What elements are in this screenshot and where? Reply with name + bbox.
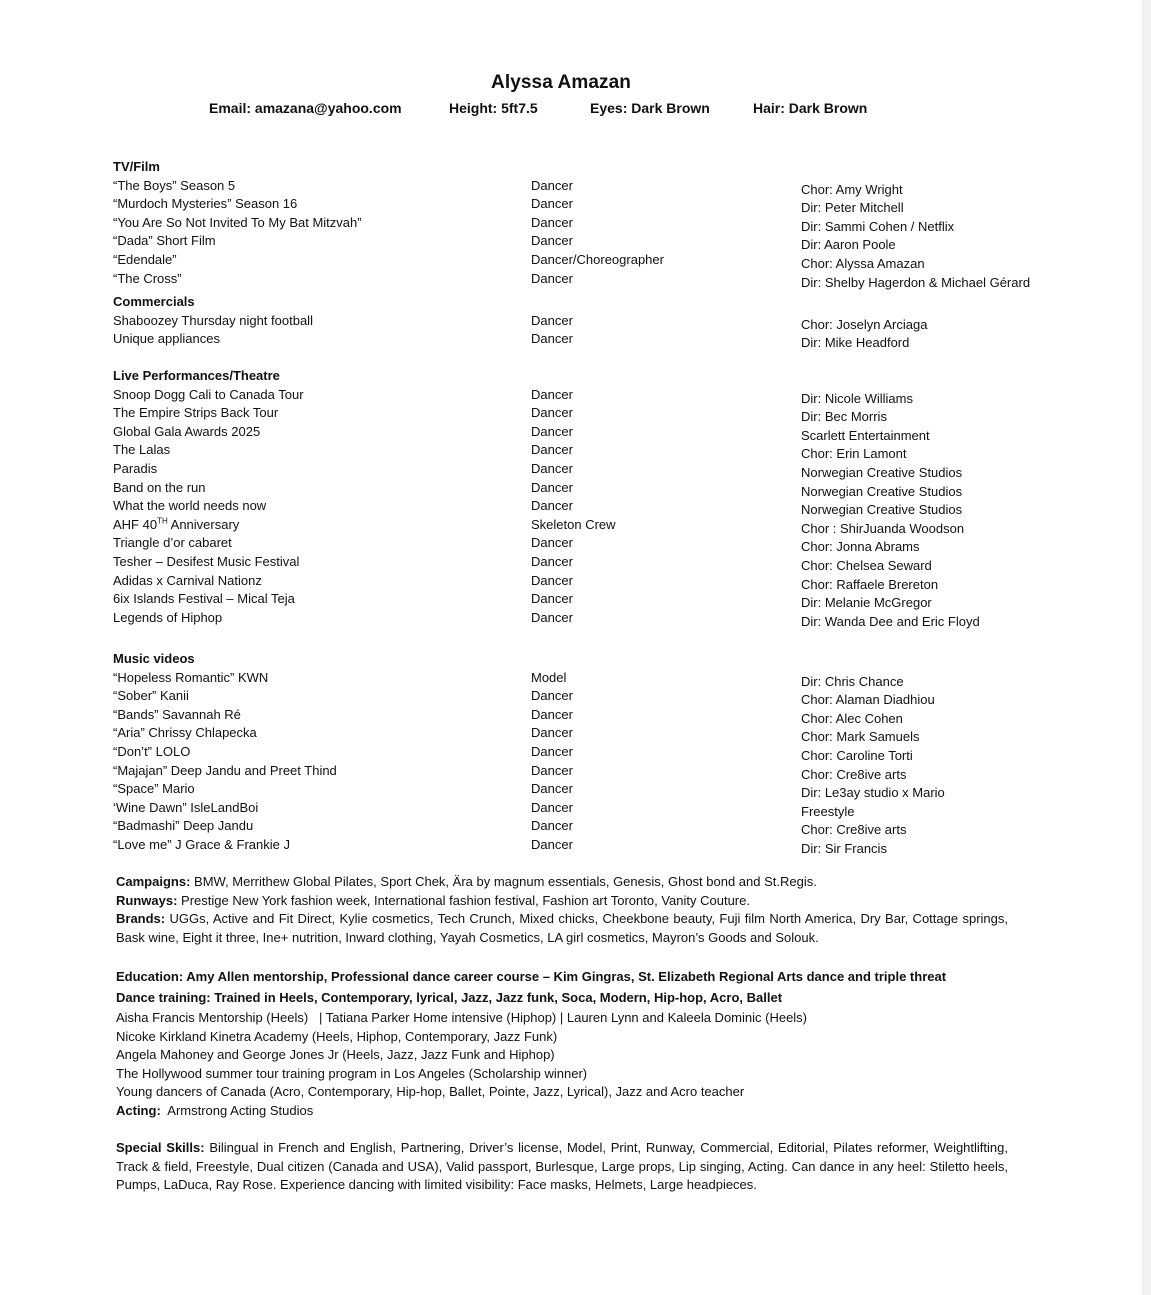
- contact-line: [209, 100, 867, 116]
- project-title: “The Cross”: [113, 270, 182, 286]
- credit-row: [113, 572, 1073, 591]
- project-title: ‘Wine Dawn” IsleLandBoi: [113, 799, 259, 815]
- project-title-part: Anniversary: [167, 516, 240, 532]
- credit-row: [113, 516, 1073, 535]
- special-skills-label: Special Skills:: [116, 1140, 205, 1155]
- credit-row: [113, 423, 1073, 442]
- role: Dancer: [531, 442, 573, 458]
- role: Dancer: [531, 460, 573, 476]
- project-title-superscript: TH: [157, 516, 168, 526]
- contact-email: Email: amazana@yahoo.com: [209, 100, 402, 116]
- project-title-part: AHF 40: [113, 516, 158, 532]
- credit: Norwegian Creative Studios: [801, 483, 963, 499]
- credit-row: [113, 479, 1073, 498]
- acting-text: Armstrong Acting Studios: [160, 1102, 314, 1118]
- campaigns-text: BMW, Merrithew Global Pilates, Sport Chek, Ära by magnum essentials, Genesis, Ghost bond and St.Regis.: [190, 874, 817, 889]
- project-title: “Don’t” LOLO: [113, 743, 191, 759]
- training-line: Aisha Francis Mentorship (Heels) | Tatiana Parker Home intensive (Hiphop) | Lauren Lynn and Kaleela Dominic (Heels): [116, 1010, 808, 1025]
- credit-row: [113, 590, 1073, 609]
- credit: Chor: Jonna Abrams: [801, 539, 920, 555]
- credit: Chor: Alaman Diadhiou: [801, 692, 935, 708]
- project-title: The Empire Strips Back Tour: [113, 405, 279, 421]
- section-commercials: [113, 293, 1073, 349]
- project-title: Snoop Dogg Cali to Canada Tour: [113, 386, 304, 402]
- credit: Dir: Mike Headford: [801, 335, 910, 351]
- project-title: Shaboozey Thursday night football: [113, 312, 313, 328]
- credit-row: [113, 534, 1073, 553]
- role: Dancer: [531, 535, 573, 551]
- credit-row: [113, 743, 1073, 762]
- credit: Chor: Mark Samuels: [801, 729, 920, 745]
- role: Dancer: [531, 196, 573, 212]
- credit-row: [113, 460, 1073, 479]
- runways-text: Prestige New York fashion week, International fashion festival, Fashion art Toronto, Vanity Couture.: [177, 892, 750, 908]
- project-title: Unique appliances: [113, 331, 220, 347]
- credit-row: [113, 724, 1073, 743]
- project-title: “The Boys” Season 5: [113, 177, 236, 193]
- role: Dancer: [531, 214, 573, 230]
- credit-row: [113, 706, 1073, 725]
- role: Dancer: [531, 331, 573, 347]
- contact-height: Height: 5ft7.5: [449, 100, 538, 116]
- project-title: “You Are So Not Invited To My Bat Mitzvah”: [113, 214, 362, 230]
- training-line: Young dancers of Canada (Acro, Contemporary, Hip-hop, Ballet, Pointe, Jazz, Lyrical), Jazz and Acro teacher: [116, 1084, 745, 1100]
- role: Dancer: [531, 725, 573, 741]
- brands-text: UGGs, Active and Fit Direct, Kylie cosmetics, Tech Crunch, Mixed chicks, Cheekbone beauty, Fuji film North America, Dry Bar, Cottage springs, Bask wine, Eight it three, Ine+ nutrition, Inward clothing, Yayah Cosmetics, LA girl cosmetics, Mayron’s Goods and Solouk.: [116, 911, 1008, 945]
- project-title: “Badmashi” Deep Jandu: [113, 818, 254, 834]
- special-skills-text: Bilingual in French and English, Partnering, Driver’s license, Model, Print, Runway, Commercial, Editorial, Pilates reformer, Weightlifting, Track & field, Freestyle, Dual citizen (Canada and USA), Valid passport, Burlesque, Large props, Lip singing, Acting. Can dance in any heel: Stiletto heels, Pumps, LaDuca, Ray Rose. Experience dancing with limited visibility: Face masks, Helmets, Large headpieces.: [116, 1140, 1008, 1193]
- section-title: Commercials: [113, 294, 195, 309]
- credit-row: [113, 497, 1073, 516]
- role: Dancer: [531, 688, 573, 704]
- project-title: The Lalas: [113, 442, 171, 458]
- credit: Chor: Erin Lamont: [801, 446, 907, 462]
- credit-row: [113, 687, 1073, 706]
- role: Dancer: [531, 498, 573, 514]
- credit: Dir: Le3ay studio x Mario: [801, 785, 945, 801]
- credit: Dir: Bec Morris: [801, 409, 887, 425]
- role: Dancer: [531, 572, 573, 588]
- project-title: “Edendale”: [113, 251, 177, 267]
- credit-row: [113, 817, 1073, 836]
- project-title: Paradis: [113, 460, 158, 476]
- credit: Chor: Cre8ive arts: [801, 766, 907, 782]
- credit: Dir: Wanda Dee and Eric Floyd: [801, 613, 980, 629]
- credit-row: [113, 251, 1073, 270]
- project-title: Global Gala Awards 2025: [113, 423, 261, 439]
- campaigns-line: [116, 873, 1008, 892]
- credit: Chor: Amy Wright: [801, 181, 903, 197]
- credit: Dir: Peter Mitchell: [801, 200, 904, 216]
- role: Dancer: [531, 553, 573, 569]
- role: Dancer: [531, 270, 573, 286]
- credit-row: [113, 836, 1073, 855]
- credit-row: [113, 404, 1073, 423]
- project-title: [113, 516, 239, 535]
- credit: Chor: Joselyn Arciaga: [801, 316, 928, 332]
- credit: Chor: Chelsea Seward: [801, 557, 932, 573]
- project-title: “Murdoch Mysteries” Season 16: [113, 196, 298, 212]
- runways-line: [116, 892, 1008, 911]
- section-title: TV/Film: [113, 159, 160, 174]
- credit-row: [113, 232, 1073, 251]
- project-title: “Dada” Short Film: [113, 233, 216, 249]
- credit: Dir: Sammi Cohen / Netflix: [801, 218, 955, 234]
- credit: Chor: Cre8ive arts: [801, 822, 907, 838]
- credit-row: [113, 780, 1073, 799]
- page-edge-scrollbar[interactable]: [1142, 0, 1151, 1295]
- credit-row: [113, 441, 1073, 460]
- project-title: 6ix Islands Festival – Mical Teja: [113, 591, 295, 607]
- credit: Dir: Chris Chance: [801, 673, 904, 689]
- credit: Chor: Alyssa Amazan: [801, 255, 925, 271]
- project-title: Band on the run: [113, 479, 206, 495]
- credit: Dir: Sir Francis: [801, 840, 887, 856]
- credit: Norwegian Creative Studios: [801, 464, 963, 480]
- role: Dancer: [531, 706, 573, 722]
- credit-row: [113, 553, 1073, 572]
- credit-row: [113, 195, 1073, 214]
- training-line: Nicoke Kirkland Kinetra Academy (Heels, Hiphop, Contemporary, Jazz Funk): [116, 1028, 558, 1044]
- role: Dancer: [531, 233, 573, 249]
- credit: Dir: Nicole Williams: [801, 390, 913, 406]
- role: Dancer: [531, 762, 573, 778]
- credit: Dir: Aaron Poole: [801, 237, 896, 253]
- credit-row: [113, 312, 1073, 331]
- project-title: “Aria” Chrissy Chlapecka: [113, 725, 257, 741]
- project-title: “Hopeless Romantic” KWN: [113, 669, 269, 685]
- credit-row: [113, 330, 1073, 349]
- role: Dancer: [531, 781, 573, 797]
- credit: Scarlett Entertainment: [801, 427, 930, 443]
- role: Dancer: [531, 386, 573, 402]
- project-title: “Sober” Kanii: [113, 688, 189, 704]
- role: Skeleton Crew: [531, 516, 616, 532]
- project-title: “Majajan” Deep Jandu and Preet Thind: [113, 762, 337, 778]
- role: Dancer: [531, 591, 573, 607]
- contact-hair: Hair: Dark Brown: [753, 100, 868, 116]
- role: Dancer: [531, 609, 573, 625]
- credit: Chor: Alec Cohen: [801, 710, 903, 726]
- project-title: “Love me” J Grace & Frankie J: [113, 836, 290, 852]
- project-title: Legends of Hiphop: [113, 609, 223, 625]
- role: Dancer/Choreographer: [531, 251, 664, 267]
- credit-row: [113, 799, 1073, 818]
- project-title: What the world needs now: [113, 498, 267, 514]
- education-line: Education: Amy Allen mentorship, Professional dance career course – Kim Gingras, St. Elizabeth Regional Arts dance and triple threat: [116, 969, 947, 984]
- role: Dancer: [531, 743, 573, 759]
- role: Dancer: [531, 479, 573, 495]
- role: Dancer: [531, 177, 573, 193]
- credit: Freestyle: [801, 803, 855, 819]
- training-line: Angela Mahoney and George Jones Jr (Heels, Jazz, Jazz Funk and Hiphop): [116, 1047, 555, 1063]
- credit-row: [113, 214, 1073, 233]
- project-title: “Bands” Savannah Ré: [113, 706, 241, 722]
- runways-label: Runways:: [116, 892, 178, 908]
- project-title: “Space” Mario: [113, 781, 195, 797]
- credit-row: [113, 762, 1073, 781]
- acting-line: [116, 1102, 1036, 1121]
- credit-row: [113, 669, 1073, 688]
- contact-eyes: Eyes: Dark Brown: [590, 100, 710, 116]
- role: Dancer: [531, 836, 573, 852]
- brands-label: Brands:: [116, 911, 166, 927]
- project-title: Tesher – Desifest Music Festival: [113, 553, 300, 569]
- project-title: Triangle d’or cabaret: [113, 535, 232, 551]
- industry-section: [116, 873, 1008, 947]
- campaigns-label: Campaigns:: [116, 874, 191, 889]
- credit: Dir: Melanie McGregor: [801, 595, 932, 611]
- credit: Chor: Caroline Torti: [801, 747, 913, 763]
- section-music-videos: [113, 650, 1073, 855]
- brands-paragraph: [116, 910, 1008, 947]
- section-live-performances: [113, 367, 1073, 627]
- credit-row: [113, 386, 1073, 405]
- resume-name: Alyssa Amazan: [491, 72, 631, 93]
- special-skills-paragraph: [116, 1139, 1008, 1195]
- credit-row: [113, 177, 1073, 196]
- acting-label: Acting:: [116, 1102, 161, 1118]
- role: Model: [531, 669, 567, 685]
- dance-training-line: Dance training: Trained in Heels, Contemporary, lyrical, Jazz, Jazz funk, Soca, Modern, Hip-hop, Acro, Ballet: [116, 990, 783, 1005]
- section-title: Live Performances/Theatre: [113, 368, 280, 383]
- section-title: Music videos: [113, 651, 195, 666]
- training-section: [116, 968, 1036, 1121]
- role: Dancer: [531, 423, 573, 439]
- role: Dancer: [531, 312, 573, 328]
- credit-row: [113, 270, 1073, 289]
- credit: Norwegian Creative Studios: [801, 502, 963, 518]
- credit: Chor : ShirJuanda Woodson: [801, 520, 965, 536]
- credit: Chor: Raffaele Brereton: [801, 576, 939, 592]
- credit: Dir: Shelby Hagerdon & Michael Gérard: [801, 274, 1031, 290]
- training-line: The Hollywood summer tour training program in Los Angeles (Scholarship winner): [116, 1065, 588, 1081]
- role: Dancer: [531, 818, 573, 834]
- role: Dancer: [531, 405, 573, 421]
- project-title: Adidas x Carnival Nationz: [113, 572, 262, 588]
- section-tv-film: [113, 158, 1073, 288]
- credit-row: [113, 609, 1073, 628]
- role: Dancer: [531, 799, 573, 815]
